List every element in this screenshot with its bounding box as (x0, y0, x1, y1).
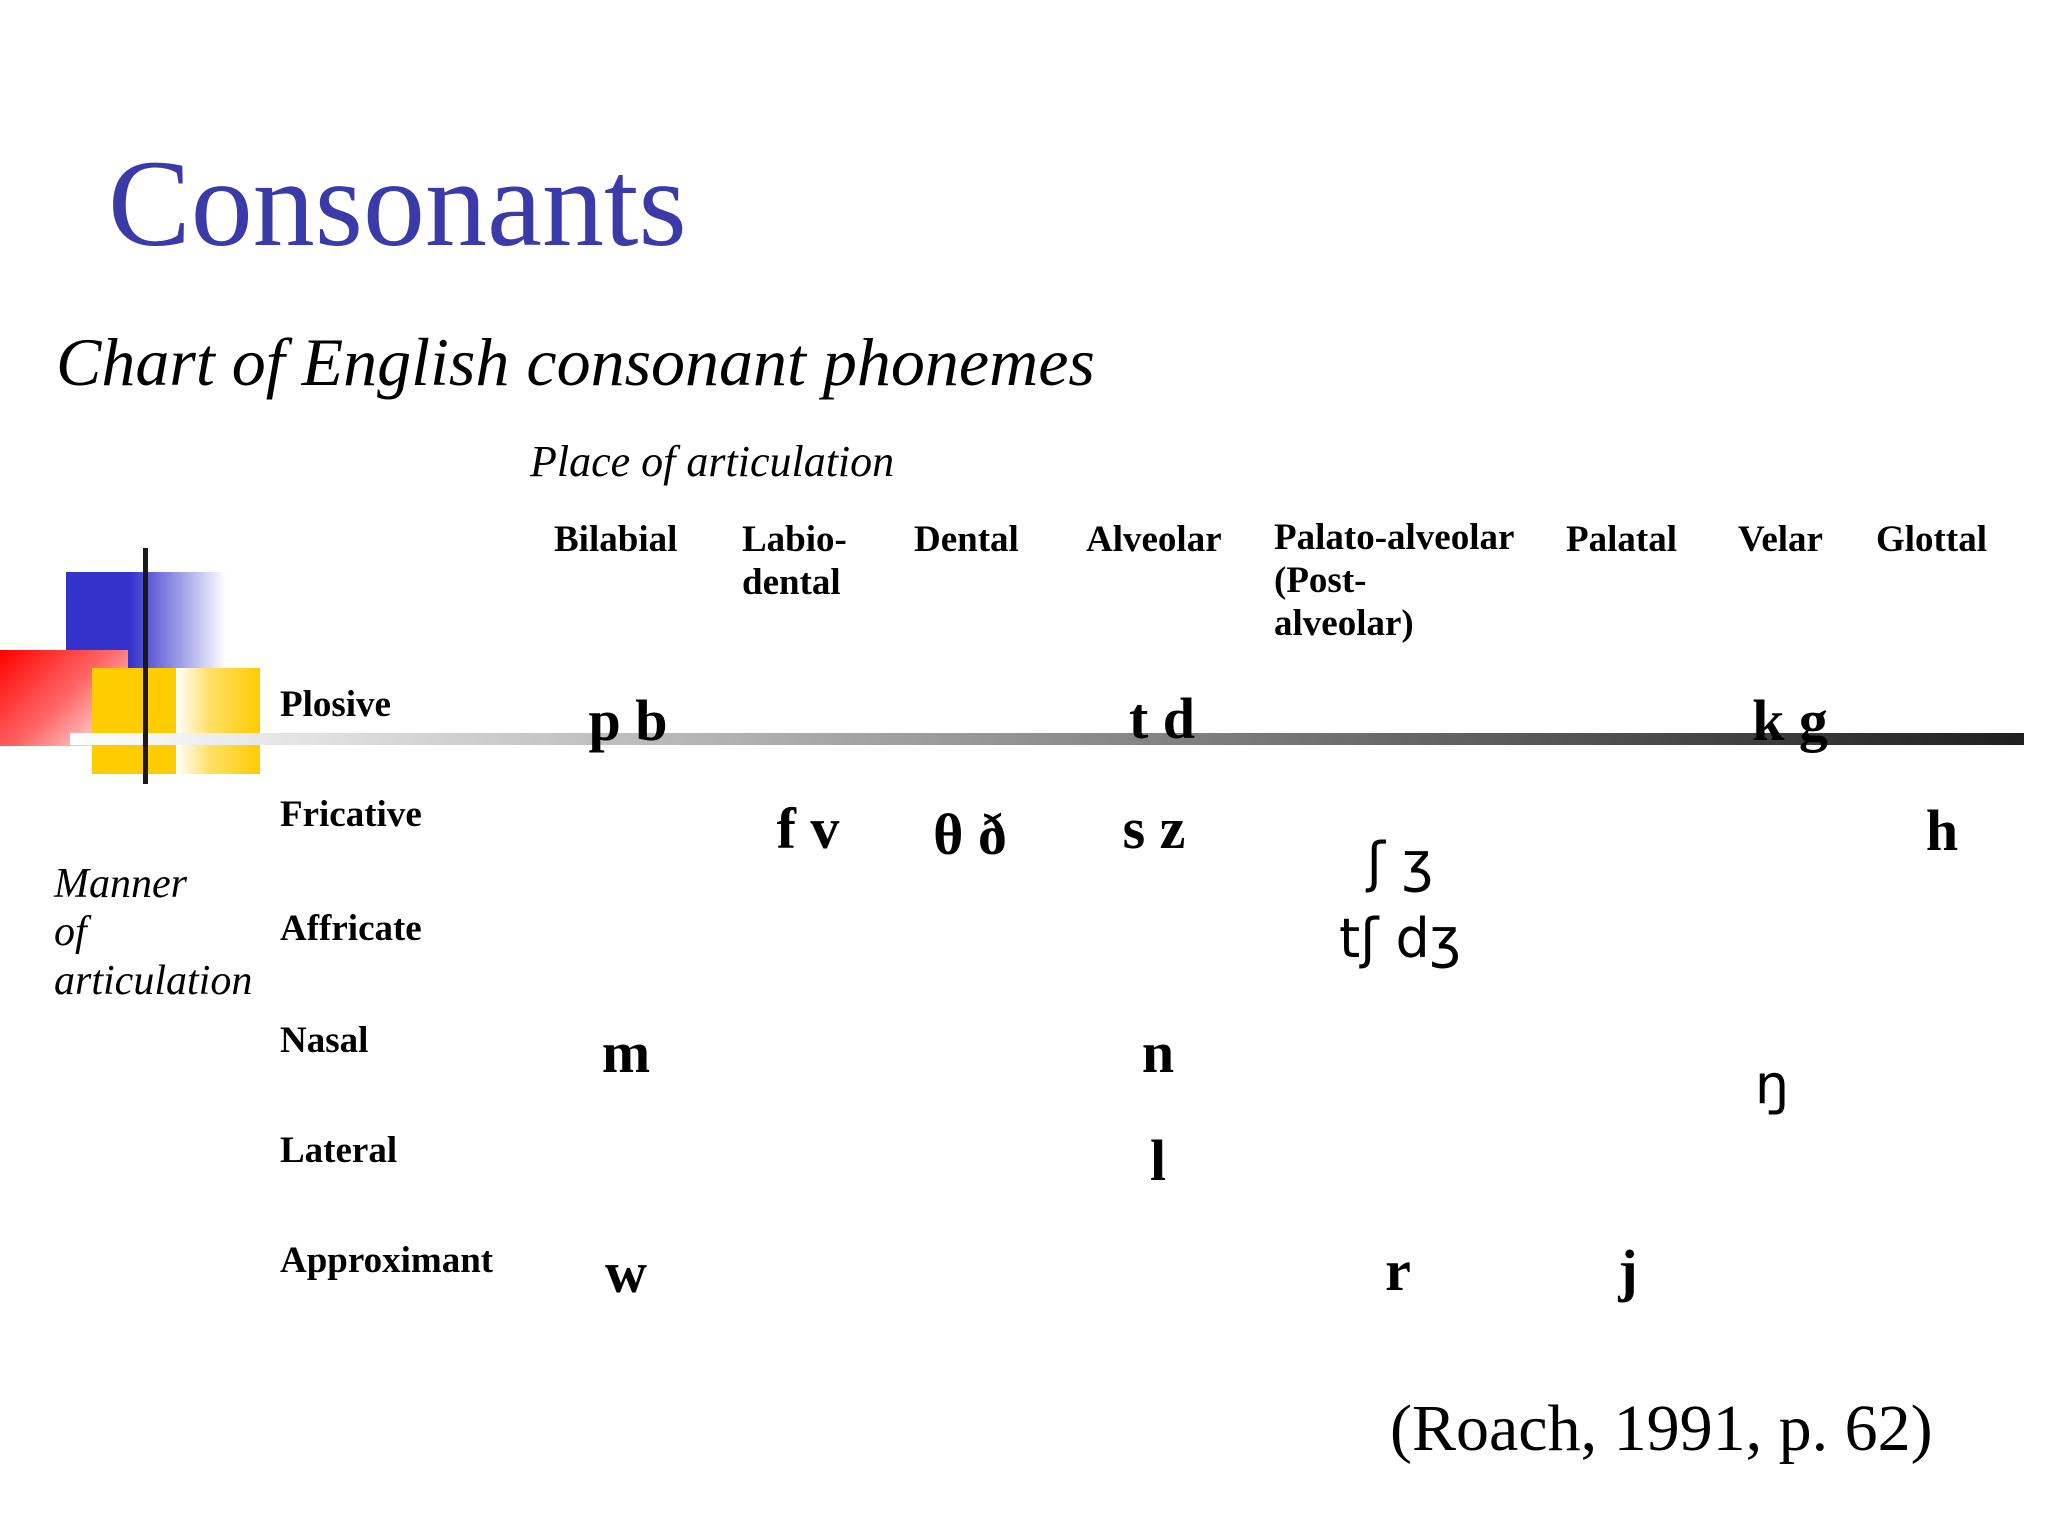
column-header-palato-alveolar (1274, 516, 1514, 645)
column-header-line: Labio- (742, 519, 847, 560)
column-header-line: Glottal (1876, 519, 1987, 560)
column-header-line: Alveolar (1086, 519, 1222, 560)
column-header-line: alveolar) (1274, 603, 1414, 644)
column-header-line: Palatal (1566, 519, 1677, 560)
column-header-alveolar (1086, 518, 1222, 561)
phoneme-approximant-postalveolar: r (1385, 1238, 1411, 1303)
phoneme-affricate-postalveolar: tʃ dʒ (1339, 907, 1461, 970)
phoneme-fricative-labiodental: f v (776, 796, 840, 861)
row-label-plosive: Plosive (280, 684, 391, 725)
deco-yellow-block-left (92, 668, 176, 774)
column-header-line: (Post- (1274, 560, 1367, 601)
deco-vertical-line (143, 548, 148, 784)
phoneme-fricative-postalveolar: ʃ ʒ (1366, 831, 1434, 894)
phoneme-plosive-alveolar: t d (1128, 686, 1196, 751)
column-header-line: Bilabial (554, 519, 678, 560)
column-header-line: Velar (1738, 519, 1823, 560)
deco-yellow-block-right (176, 668, 260, 774)
row-label-fricative: Fricative (280, 794, 422, 835)
manner-of-articulation-label (54, 860, 254, 1005)
row-label-affricate: Affricate (280, 908, 422, 949)
place-of-articulation-label: Place of articulation (530, 437, 895, 486)
citation: (Roach, 1991, p. 62) (1390, 1392, 1933, 1465)
phoneme-fricative-alveolar: s z (1122, 796, 1186, 861)
phoneme-fricative-dental: θ ð (933, 802, 1007, 867)
row-label-lateral: Lateral (280, 1130, 398, 1171)
manner-label-line: of (54, 909, 87, 956)
slide-title: Consonants (108, 135, 687, 272)
row-label-approximant: Approximant (280, 1240, 494, 1281)
phoneme-fricative-glottal: h (1925, 798, 1959, 863)
chart-subtitle: Chart of English consonant phonemes (56, 324, 1095, 400)
column-header-line: Palato-alveolar (1274, 517, 1515, 558)
column-header-line: Dental (914, 519, 1019, 560)
phoneme-approximant-bilabial: w (605, 1240, 647, 1305)
phoneme-plosive-bilabial: p b (588, 688, 668, 753)
phoneme-nasal-alveolar: n (1141, 1020, 1175, 1085)
manner-label-line: articulation (54, 957, 253, 1004)
phoneme-approximant-palatal: j (1618, 1238, 1638, 1303)
column-header-palatal (1566, 518, 1677, 561)
manner-label-line: Manner (54, 861, 187, 907)
phoneme-plosive-velar: k g (1752, 688, 1828, 753)
column-header-bilabial (554, 518, 677, 561)
column-header-dental (914, 518, 1019, 561)
column-header-labiodental (742, 518, 847, 604)
phoneme-nasal-bilabial: m (601, 1020, 651, 1085)
column-header-line: dental (742, 562, 841, 603)
phoneme-nasal-velar: ŋ (1754, 1053, 1790, 1116)
column-header-glottal (1876, 518, 1987, 561)
column-header-velar (1738, 518, 1823, 561)
divider-gradient-line (70, 733, 2024, 745)
phoneme-lateral-alveolar: l (1149, 1128, 1167, 1193)
row-label-nasal: Nasal (280, 1020, 369, 1061)
